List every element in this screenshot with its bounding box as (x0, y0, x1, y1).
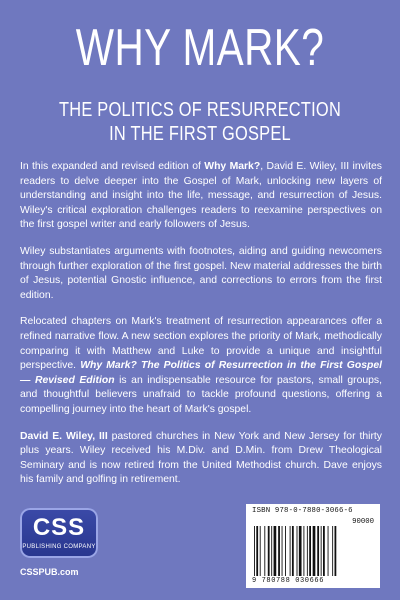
book-title: WHY MARK? (75, 19, 325, 77)
publisher-logo-subtext: PUBLISHING COMPANY (22, 544, 96, 550)
isbn-barcode (246, 504, 380, 588)
author-name: David E. Wiley, III (20, 430, 108, 442)
subtitle-line-1: THE POLITICS OF RESURRECTION (58, 99, 342, 121)
publisher-logo-text: CSS (32, 514, 86, 541)
barcode-digits: 9 780788 030666 (252, 577, 325, 585)
isbn-number: ISBN 978-0-7880-3066-6 (252, 507, 353, 515)
description-paragraph-1 (20, 160, 382, 233)
back-cover-description (20, 160, 382, 500)
subtitle-line-2: IN THE FIRST GOSPEL (109, 123, 291, 145)
description-paragraph-3 (20, 315, 382, 417)
author-bio (20, 430, 382, 488)
p1-text-c: , David E. Wiley, III invites readers to delve deeper into the Gospel of Mark, unlocking new layers of understanding and insight into the life, message, and resurrection of Jesus. Wiley's critical exploration challenges readers to reexamine perspectives on the first gospel writer and early followers of Jesus. (20, 161, 382, 231)
publisher-website: CSSPUB.com (20, 567, 79, 577)
book-subtitle (36, 98, 364, 146)
price-code: 90000 (352, 518, 374, 526)
p3-text-a: Relocated chapters on Mark's treatment of resurrection appearances offer a refined narrative flow. A new section explores the priority of Mark, methodically comparing it with Matthew and Luke to provide a unique and insightful perspective. (20, 316, 382, 372)
p3-full-title: Why Mark? The Politics of Resurrection in the First Gospel — Revised Edition (20, 360, 382, 386)
p3-text-c: is an indispensable resource for pastors, small groups, and thoughtful believers unafraid to tackle profound questions, offering a compelling journey into the heart of Mark's gospel. (20, 374, 382, 415)
publisher-logo (20, 508, 98, 558)
p1-book-title: Why Mark? (204, 161, 261, 172)
p1-text-a: In this expanded and revised edition of (20, 161, 205, 172)
description-paragraph-2: Wiley substantiates arguments with footnotes, aiding and guiding newcomers through further exploration of the first gospel. New material addresses the birth of Jesus, potential Gnostic influence, and corrections to errors from the first edition. (20, 245, 382, 301)
author-bio-text: pastored churches in New York and New Jersey for thirty plus years. Wiley received his M.Div. and D.Min. from Drew Theological Seminary and is now retired from the United Methodist church. Dave enjoys his family and golfing in retirement. (20, 430, 382, 486)
barcode-bars (252, 526, 374, 576)
